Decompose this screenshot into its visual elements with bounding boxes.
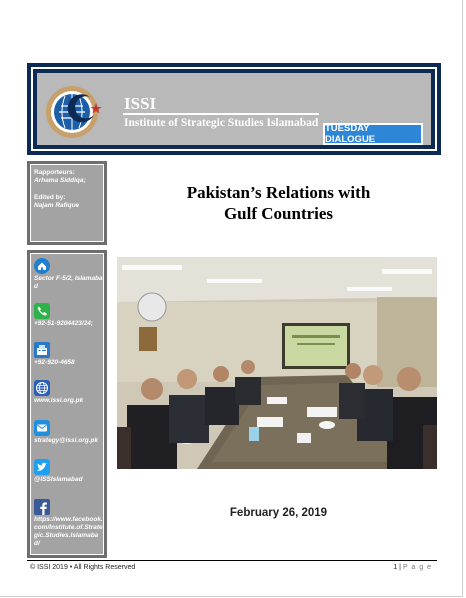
contact-fax bbox=[34, 342, 104, 367]
twitter-text[interactable]: @ISSIslamabad bbox=[34, 476, 83, 483]
footer-copyright: © ISSI 2019 • All Rights Reserved bbox=[30, 564, 136, 571]
header-divider bbox=[123, 113, 319, 115]
contact-phone bbox=[34, 303, 104, 328]
contact-sidebar bbox=[27, 250, 107, 558]
edited-by-value: Najam Rafique bbox=[34, 202, 80, 209]
globe-icon bbox=[34, 380, 50, 396]
contact-twitter[interactable] bbox=[34, 459, 104, 484]
rapporteurs-label: Rapporteurs: bbox=[34, 169, 75, 176]
contact-email[interactable] bbox=[34, 420, 104, 445]
title-line-1: Pakistan’s Relations with bbox=[186, 183, 371, 202]
email-text[interactable]: strategy@issi.org.pk bbox=[34, 437, 99, 444]
fax-icon bbox=[34, 342, 50, 358]
facebook-icon bbox=[34, 499, 50, 515]
page-number: 1 bbox=[393, 564, 398, 571]
meeting-photo bbox=[117, 257, 437, 469]
document-title bbox=[115, 182, 442, 224]
address-text: Sector F-5/2, Islamabad bbox=[34, 275, 103, 290]
contact-address bbox=[34, 258, 104, 291]
issi-logo-icon bbox=[45, 83, 103, 141]
email-icon bbox=[34, 420, 50, 436]
org-full-name: Institute of Strategic Studies Islamabad bbox=[124, 117, 319, 129]
home-icon bbox=[34, 258, 50, 274]
org-short-name: ISSI bbox=[124, 94, 157, 113]
website-text[interactable]: www.issi.org.pk bbox=[34, 397, 84, 404]
header-banner bbox=[27, 63, 441, 155]
rapporteurs-value: Arhama Siddiqa; bbox=[34, 177, 86, 184]
contact-website[interactable] bbox=[34, 380, 104, 405]
credits-box bbox=[27, 161, 107, 245]
phone-text: +92-51-9204423/24; bbox=[34, 320, 94, 327]
page-label: P a g e bbox=[402, 564, 432, 571]
twitter-icon bbox=[34, 459, 50, 475]
series-badge: TUESDAY DIALOGUE bbox=[323, 123, 423, 145]
footer-divider bbox=[27, 560, 437, 561]
edited-by-label: Edited by: bbox=[34, 194, 66, 201]
publication-date: February 26, 2019 bbox=[229, 507, 328, 519]
footer-page-number: 1 | P a g e bbox=[393, 564, 432, 571]
fax-text: +92-920-4658 bbox=[34, 359, 75, 366]
title-line-2: Gulf Countries bbox=[223, 204, 334, 223]
contact-facebook[interactable] bbox=[34, 499, 104, 548]
facebook-text[interactable]: https://www.facebook.com/Institute.of.Strategic.Studies.Islamabad/ bbox=[34, 516, 103, 547]
phone-icon bbox=[34, 303, 50, 319]
